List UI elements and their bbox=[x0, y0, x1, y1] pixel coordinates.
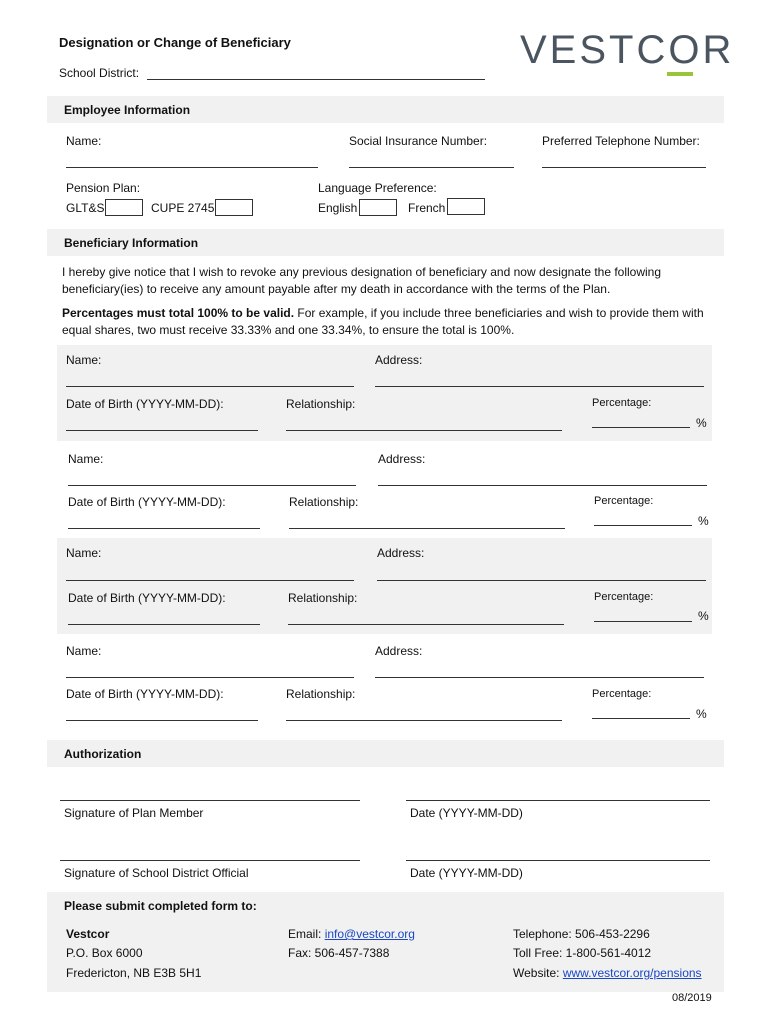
logo-text: VESTCOR bbox=[520, 28, 735, 72]
beneficiary-4-address-label: Address: bbox=[375, 644, 423, 658]
page-title: Designation or Change of Beneficiary bbox=[59, 35, 291, 50]
phone-label: Preferred Telephone Number: bbox=[542, 134, 700, 148]
phone-field[interactable] bbox=[542, 167, 706, 168]
percentage-note-rest: For example, if you include three beneficiaries and wish to provide them with equal shares, two must receive 33.33% and one 33.34%, to ensure the total is 100%. bbox=[62, 306, 704, 337]
website-label: Website: bbox=[513, 966, 563, 980]
beneficiary-3-relationship-field[interactable] bbox=[288, 624, 564, 625]
beneficiary-3-address-label: Address: bbox=[377, 546, 425, 560]
email-link[interactable]: info@vestcor.org bbox=[324, 927, 415, 941]
cupe-checkbox[interactable] bbox=[215, 199, 253, 216]
submit-toll-free: Toll Free: 1-800-561-4012 bbox=[513, 946, 652, 960]
official-date-label: Date (YYYY-MM-DD) bbox=[410, 866, 523, 880]
beneficiary-3-name-field[interactable] bbox=[66, 580, 354, 581]
beneficiary-1-address-field[interactable] bbox=[375, 386, 704, 387]
school-district-field[interactable] bbox=[147, 79, 485, 80]
beneficiary-4-relationship-label: Relationship: bbox=[286, 687, 356, 701]
sin-field[interactable] bbox=[349, 167, 514, 168]
pension-plan-label: Pension Plan: bbox=[66, 181, 141, 195]
beneficiary-2-address-label: Address: bbox=[378, 452, 426, 466]
employee-section-title: Employee Information bbox=[64, 103, 191, 117]
french-checkbox[interactable] bbox=[447, 198, 485, 215]
beneficiary-3-dob-field[interactable] bbox=[68, 624, 260, 625]
english-label: English bbox=[318, 201, 358, 215]
beneficiary-4-percentage-label: Percentage: bbox=[592, 688, 652, 700]
beneficiary-4-percent-sign: % bbox=[696, 707, 707, 721]
beneficiary-2-percentage-field[interactable] bbox=[594, 525, 692, 526]
beneficiary-1-relationship-field[interactable] bbox=[286, 430, 562, 431]
beneficiary-1-percent-sign: % bbox=[696, 416, 707, 430]
beneficiary-2-percentage-label: Percentage: bbox=[594, 495, 654, 507]
language-label: Language Preference: bbox=[318, 181, 437, 195]
submit-email bbox=[288, 927, 415, 941]
website-link[interactable]: www.vestcor.org/pensions bbox=[562, 966, 702, 980]
submit-fax: Fax: 506-457-7388 bbox=[288, 946, 390, 960]
beneficiary-3-address-field[interactable] bbox=[377, 580, 706, 581]
beneficiary-3-dob-label: Date of Birth (YYYY-MM-DD): bbox=[68, 591, 226, 605]
member-date-field[interactable] bbox=[406, 800, 710, 801]
beneficiary-1-relationship-label: Relationship: bbox=[286, 397, 356, 411]
beneficiary-4-name-field[interactable] bbox=[66, 677, 354, 678]
beneficiary-2-name-label: Name: bbox=[68, 452, 104, 466]
submit-section-title: Please submit completed form to: bbox=[64, 899, 257, 913]
vestcor-logo bbox=[520, 28, 735, 82]
beneficiary-1-address-label: Address: bbox=[375, 353, 423, 367]
school-district-label: School District: bbox=[59, 66, 140, 80]
beneficiary-section-header bbox=[47, 229, 724, 256]
logo-underline-icon bbox=[520, 28, 735, 82]
employee-name-field[interactable] bbox=[66, 167, 318, 168]
glts-label: GLT&S bbox=[66, 201, 105, 215]
beneficiary-section-title: Beneficiary Information bbox=[64, 236, 199, 250]
member-signature-label: Signature of Plan Member bbox=[64, 806, 204, 820]
beneficiary-3-percent-sign: % bbox=[698, 609, 709, 623]
beneficiary-4-name-label: Name: bbox=[66, 644, 102, 658]
submit-website bbox=[513, 966, 702, 980]
beneficiary-1-dob-label: Date of Birth (YYYY-MM-DD): bbox=[66, 397, 224, 411]
sin-label: Social Insurance Number: bbox=[349, 134, 488, 148]
official-signature-label: Signature of School District Official bbox=[64, 866, 249, 880]
revision-date: 08/2019 bbox=[672, 992, 712, 1004]
beneficiary-2-dob-field[interactable] bbox=[68, 528, 260, 529]
beneficiary-4-address-field[interactable] bbox=[375, 677, 704, 678]
beneficiary-4-dob-field[interactable] bbox=[66, 720, 258, 721]
beneficiary-1-percentage-field[interactable] bbox=[592, 427, 690, 428]
submit-telephone: Telephone: 506-453-2296 bbox=[513, 927, 650, 941]
english-checkbox[interactable] bbox=[359, 199, 397, 216]
beneficiary-2-relationship-field[interactable] bbox=[289, 528, 565, 529]
member-date-label: Date (YYYY-MM-DD) bbox=[410, 806, 523, 820]
beneficiary-intro: I hereby give notice that I wish to revoke any previous designation of beneficiary and now designate the following beneficiary(ies) to receive any amount payable after my death in accordance with the terms of the Plan. bbox=[62, 265, 662, 296]
percentage-note bbox=[62, 305, 722, 339]
employee-name-label: Name: bbox=[66, 134, 102, 148]
beneficiary-4-percentage-field[interactable] bbox=[592, 718, 690, 719]
email-label: Email: bbox=[288, 927, 325, 941]
submit-org: Vestcor bbox=[66, 927, 110, 941]
beneficiary-2-name-field[interactable] bbox=[68, 485, 356, 486]
beneficiary-3-relationship-label: Relationship: bbox=[288, 591, 358, 605]
percentage-note-bold: Percentages must total 100% to be valid. bbox=[62, 306, 295, 320]
beneficiary-1-percentage-label: Percentage: bbox=[592, 397, 652, 409]
submit-po-box: P.O. Box 6000 bbox=[66, 946, 143, 960]
official-signature-field[interactable] bbox=[60, 860, 360, 861]
cupe-label: CUPE 2745 bbox=[151, 201, 215, 215]
beneficiary-3-percentage-label: Percentage: bbox=[594, 591, 654, 603]
submit-section-header bbox=[47, 892, 724, 919]
member-signature-field[interactable] bbox=[60, 800, 360, 801]
glts-checkbox[interactable] bbox=[105, 199, 143, 216]
beneficiary-2-percent-sign: % bbox=[698, 514, 709, 528]
employee-section-header bbox=[47, 96, 724, 123]
beneficiary-3-percentage-field[interactable] bbox=[594, 621, 692, 622]
beneficiary-2-address-field[interactable] bbox=[378, 485, 707, 486]
authorization-section-header bbox=[47, 740, 724, 767]
beneficiary-1-dob-field[interactable] bbox=[66, 430, 258, 431]
beneficiary-1-name-field[interactable] bbox=[66, 386, 354, 387]
beneficiary-4-relationship-field[interactable] bbox=[286, 720, 562, 721]
authorization-section-title: Authorization bbox=[64, 747, 142, 761]
beneficiary-2-dob-label: Date of Birth (YYYY-MM-DD): bbox=[68, 495, 226, 509]
beneficiary-4-dob-label: Date of Birth (YYYY-MM-DD): bbox=[66, 687, 224, 701]
beneficiary-1-name-label: Name: bbox=[66, 353, 102, 367]
beneficiary-2-relationship-label: Relationship: bbox=[289, 495, 359, 509]
official-date-field[interactable] bbox=[406, 860, 710, 861]
french-label: French bbox=[408, 201, 446, 215]
beneficiary-3-name-label: Name: bbox=[66, 546, 102, 560]
submit-city: Fredericton, NB E3B 5H1 bbox=[66, 966, 202, 980]
